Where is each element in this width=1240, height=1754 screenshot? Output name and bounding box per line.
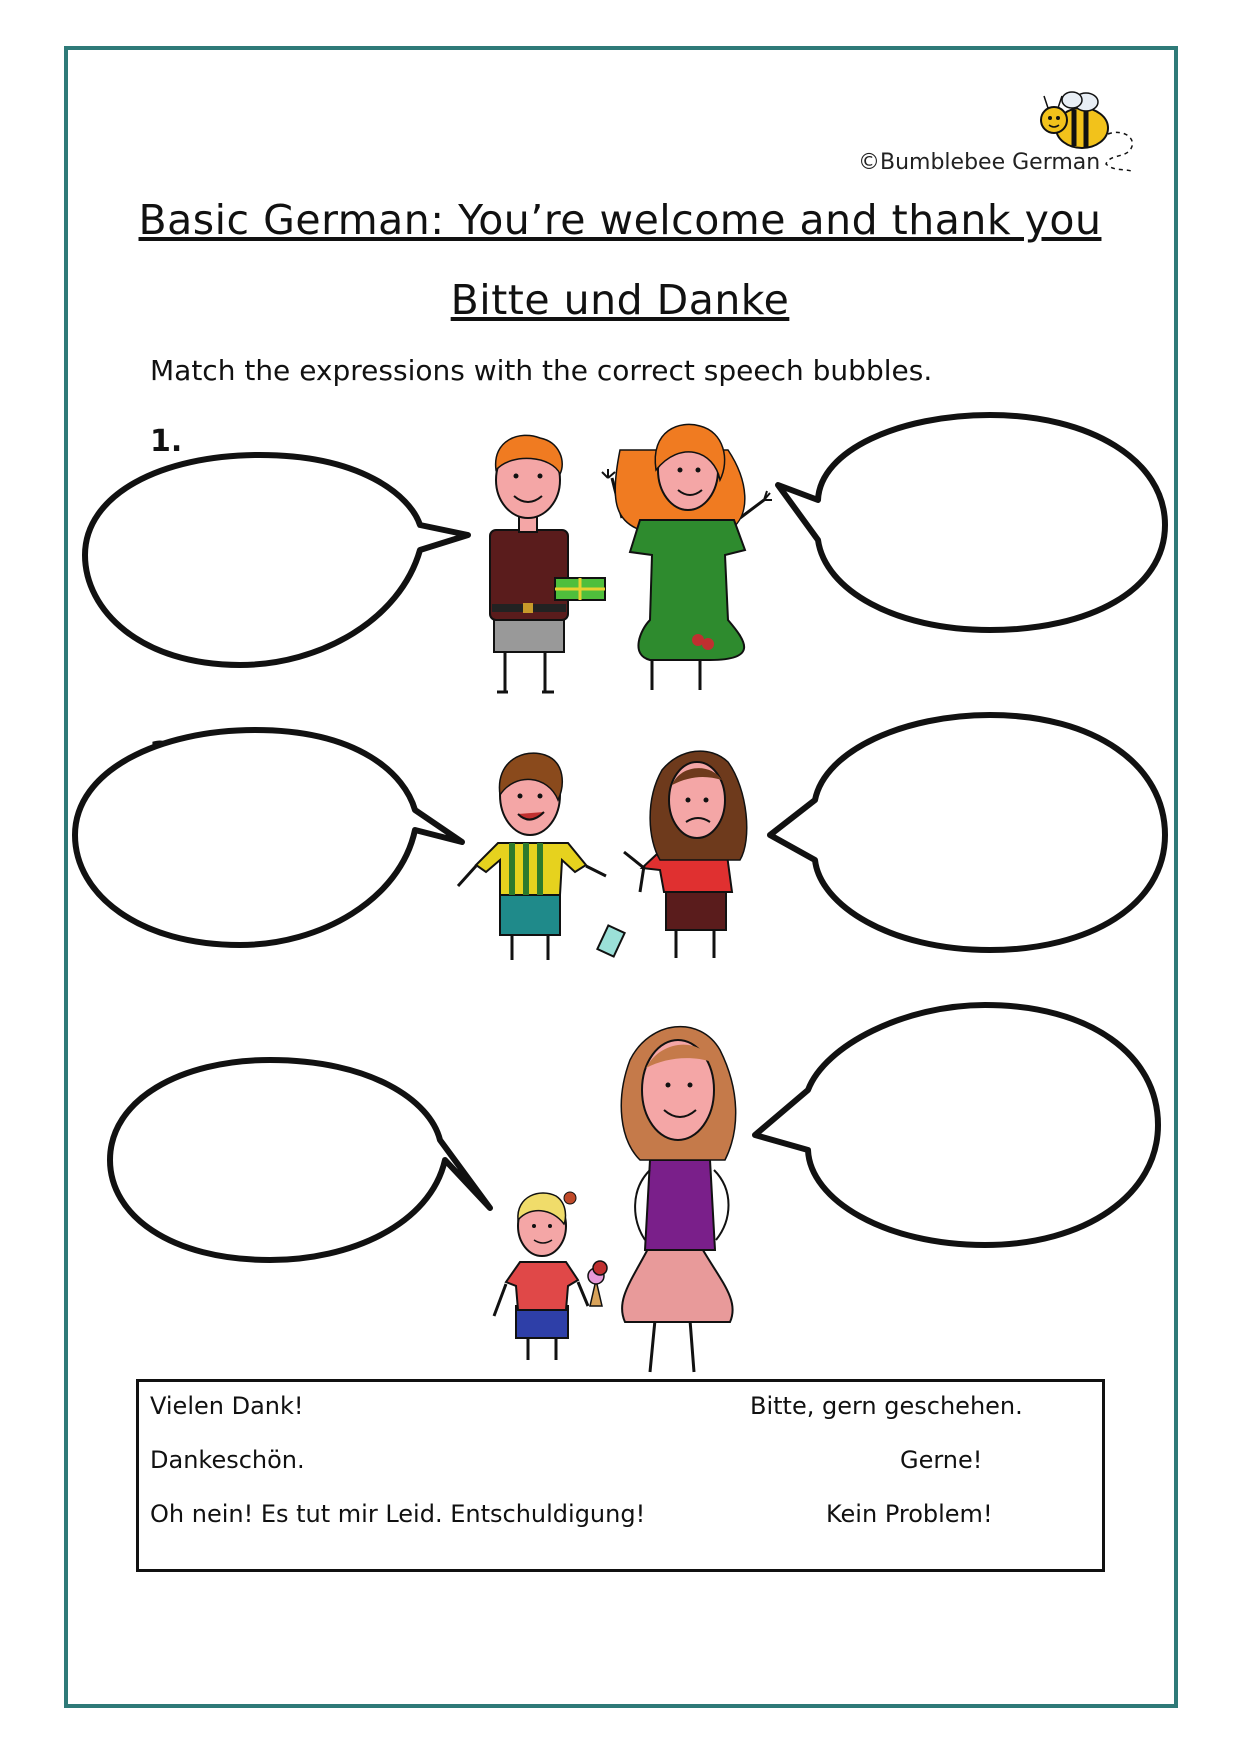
speech-bubble-1-left (85, 455, 468, 665)
woman-figure-1 (602, 424, 772, 690)
exercise-number-1: 1. (150, 424, 183, 459)
phrase-kein-problem: Kein Problem! (826, 1500, 993, 1528)
girl-figure (624, 751, 747, 958)
worksheet-subtitle: Bitte und Danke (450, 276, 790, 324)
phrase-gern-geschehen: Bitte, gern geschehen. (750, 1392, 1023, 1420)
mother-figure (621, 1027, 735, 1372)
phrase-vielen-dank: Vielen Dank! (150, 1392, 304, 1420)
phrase-entschuldigung: Oh nein! Es tut mir Leid. Entschuldigung! (150, 1500, 646, 1528)
phrase-gerne: Gerne! (900, 1446, 983, 1474)
speech-bubble-2-left (75, 730, 462, 945)
boy-figure (458, 753, 606, 960)
dropped-cup (597, 925, 624, 956)
worksheet-title: Basic German: You’re welcome and thank you (138, 196, 1102, 244)
copyright-text: ©Bumblebee German (858, 150, 1101, 175)
speech-bubble-3-right (755, 1005, 1158, 1245)
speech-bubble-2-right (770, 715, 1165, 950)
child-figure (494, 1192, 607, 1360)
instructions-text: Match the expressions with the correct speech bubbles. (150, 354, 933, 387)
phrase-dankeschoen: Dankeschön. (150, 1446, 305, 1474)
man-figure (490, 435, 605, 692)
speech-bubble-3-left (110, 1060, 490, 1260)
speech-bubble-1-right (778, 415, 1165, 630)
